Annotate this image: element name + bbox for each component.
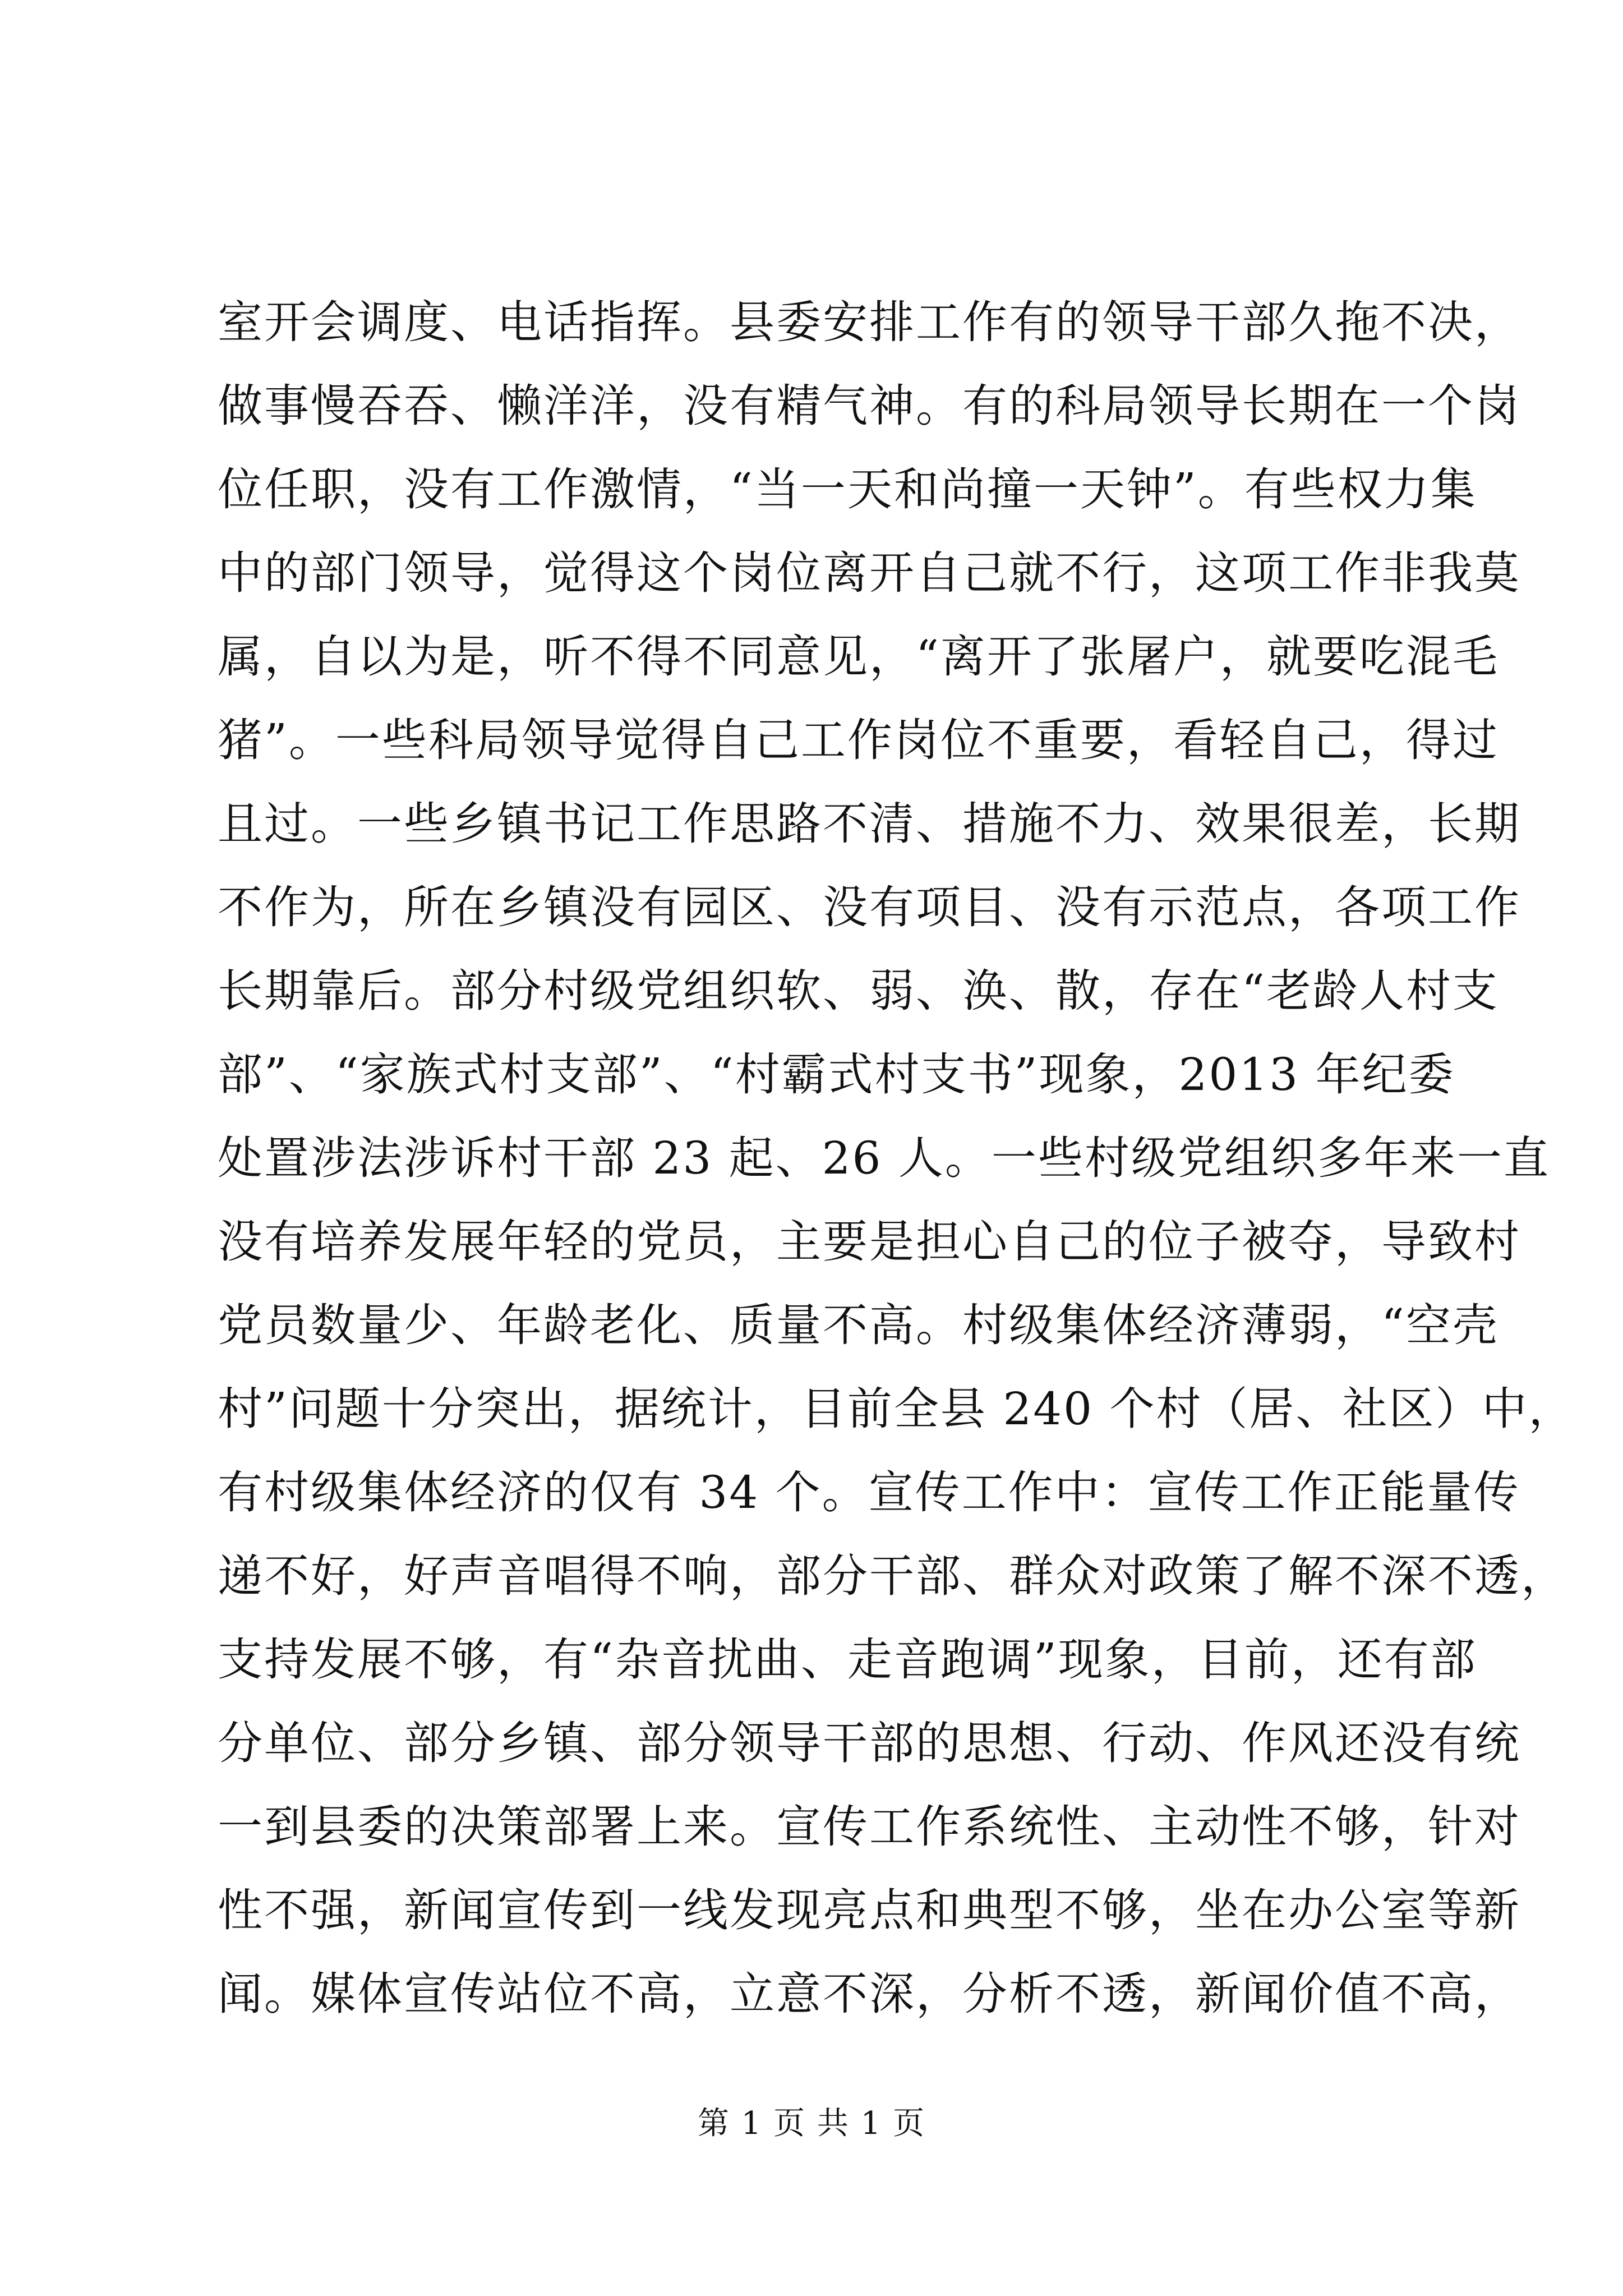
text-line: 性不强，新闻宣传到一线发现亮点和典型不够，坐在办公室等新 — [218, 1884, 1521, 1936]
text-line: 有村级集体经济的仅有 34 个。宣传工作中：宣传工作正能量传 — [218, 1466, 1520, 1519]
text-line: 递不好，好声音唱得不响，部分干部、群众对政策了解不深不透， — [218, 1550, 1567, 1602]
page-footer: 第 1 页 共 1 页 — [697, 2105, 926, 2142]
text-line: 室开会调度、电话指挥。县委安排工作有的领导干部久拖不决， — [218, 296, 1521, 348]
text-line: 属，自以为是，听不得不同意见，“离开了张屠户，就要吃混毛 — [218, 631, 1499, 683]
text-line: 没有培养发展年轻的党员，主要是担心自己的位子被夺，导致村 — [218, 1216, 1521, 1268]
text-line: 闻。媒体宣传站位不高，立意不深，分析不透，新闻价值不高， — [218, 1968, 1521, 2020]
text-line: 村”问题十分突出，据统计，目前全县 240 个村（居、社区）中， — [218, 1383, 1575, 1435]
text-line: 中的部门领导，觉得这个岗位离开自己就不行，这项工作非我莫 — [218, 547, 1521, 599]
text-line: 支持发展不够，有“杂音扰曲、走音跑调”现象，目前，还有部 — [218, 1634, 1477, 1686]
text-line: 一到县委的决策部署上来。宣传工作系统性、主动性不够，针对 — [218, 1801, 1521, 1853]
text-line: 猪”。一些科局领导觉得自己工作岗位不重要，看轻自己，得过 — [218, 714, 1499, 766]
text-line: 长期靠后。部分村级党组织软、弱、涣、散，存在“老龄人村支 — [218, 965, 1499, 1017]
text-line: 位任职，没有工作激情，“当一天和尚撞一天钟”。有些权力集 — [218, 463, 1477, 516]
text-line: 分单位、部分乡镇、部分领导干部的思想、行动、作风还没有统 — [218, 1717, 1521, 1769]
text-line: 处置涉法涉诉村干部 23 起、26 人。一些村级党组织多年来一直 — [218, 1132, 1550, 1184]
text-line: 部”、“家族式村支部”、“村霸式村支书”现象，2013 年纪委 — [218, 1048, 1455, 1101]
text-line: 党员数量少、年龄老化、质量不高。村级集体经济薄弱，“空壳 — [218, 1299, 1499, 1351]
body-text — [218, 280, 1575, 2036]
text-line: 做事慢吞吞、懒洋洋，没有精气神。有的科局领导长期在一个岗 — [218, 380, 1521, 432]
text-line: 不作为，所在乡镇没有园区、没有项目、没有示范点，各项工作 — [218, 881, 1521, 933]
text-line: 且过。一些乡镇书记工作思路不清、措施不力、效果很差，长期 — [218, 798, 1521, 850]
